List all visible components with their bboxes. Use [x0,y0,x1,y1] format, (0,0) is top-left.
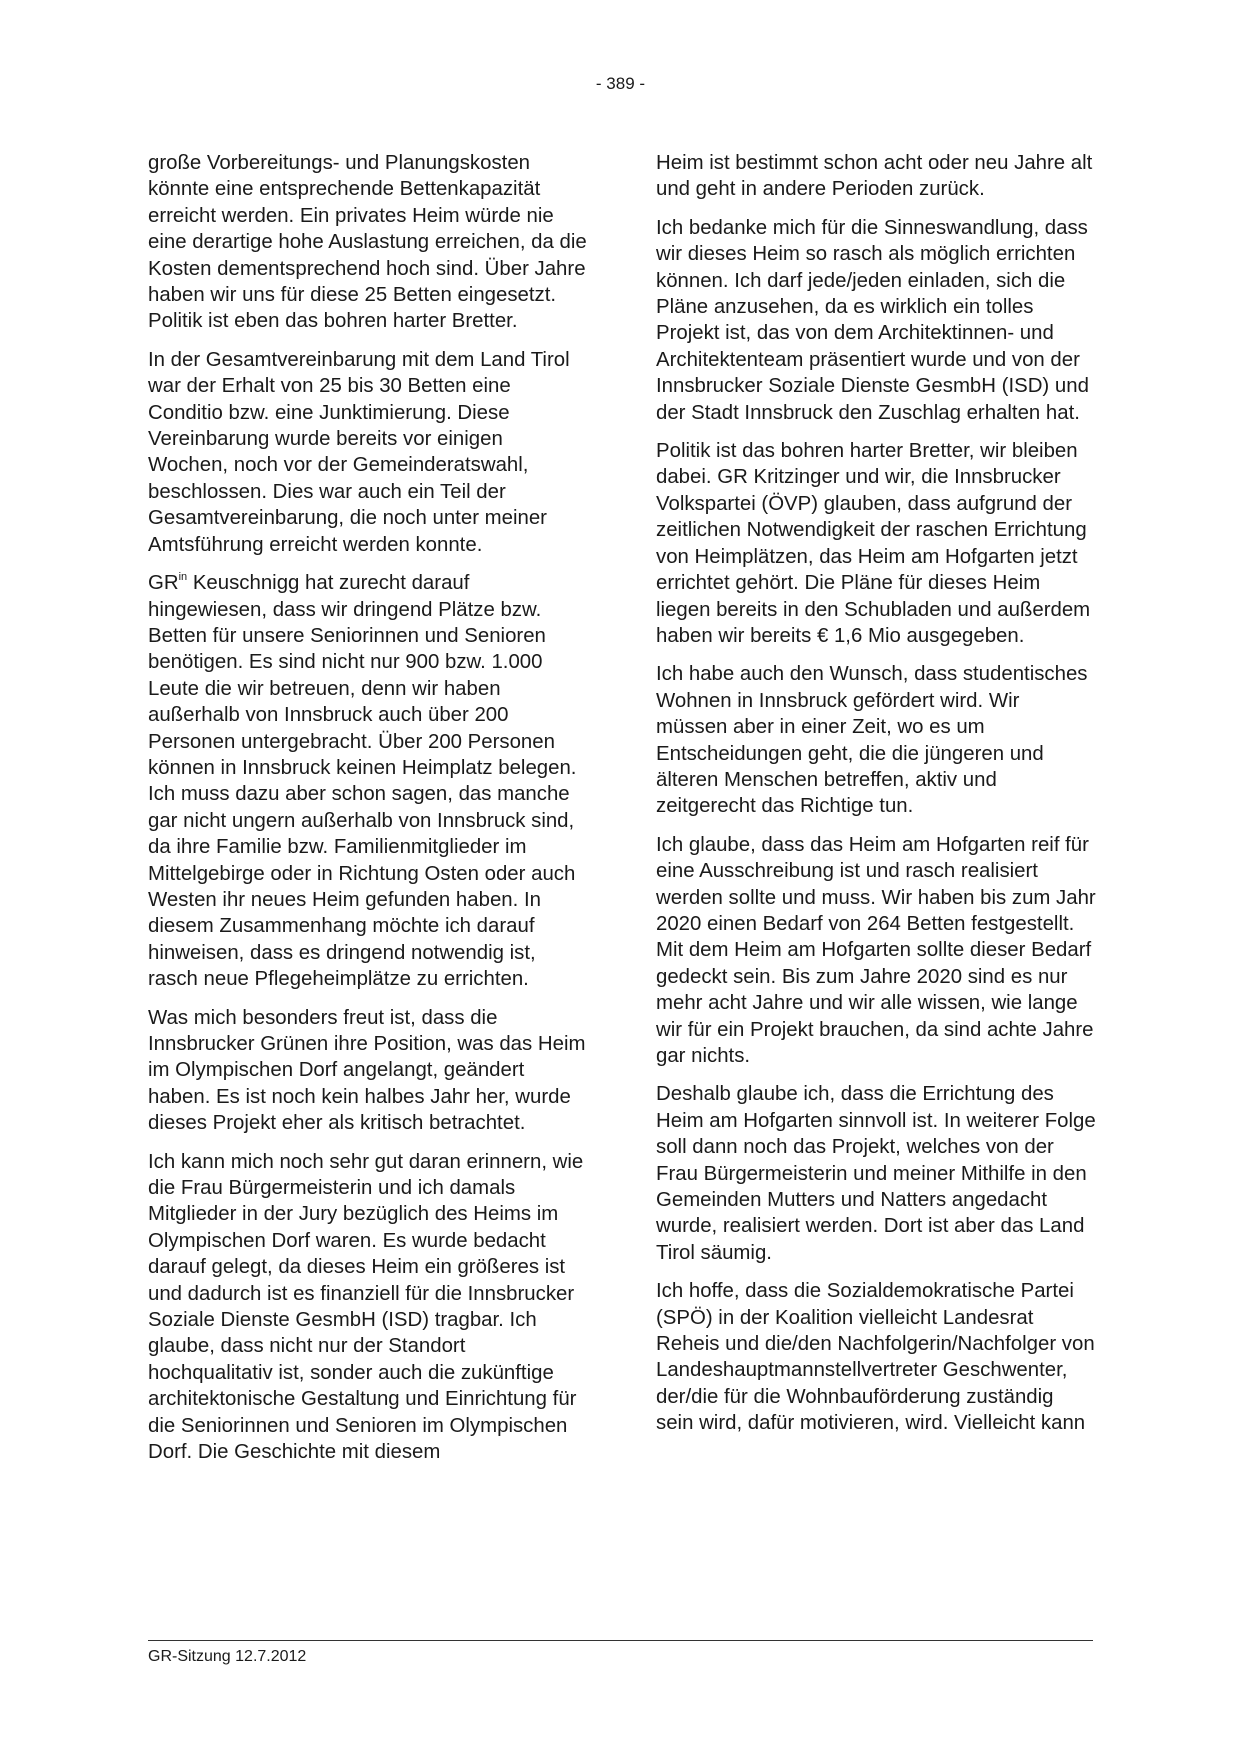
paragraph: In der Gesamtvereinbarung mit dem Land Tirol war der Erhalt von 25 bis 30 Betten eine Conditio bzw. eine Junktimierung. Diese Vereinbarung wurde bereits vor einigen Wochen, noch vor der Gemeinderatswahl, beschlossen. Dies war auch ein Teil der Gesamtvereinbarung, die noch unter meiner Amtsführung erreicht werden konnte. [148,348,570,556]
paragraph-text: Keuschnigg hat zurecht darauf hingewiesen, dass wir dringend Plätze bzw. Betten für unsere Seniorinnen und Senioren benötigen. Es sind nicht nur 900 bzw. 1.000 Leute die wir betreuen, denn wir haben außerhalb von Innsbruck auch über 200 Personen untergebracht. Über 200 Personen können in Innsbruck keinen Heimplatz belegen. Ich muss dazu aber schon sagen, das manche gar nicht ungern außerhalb von Innsbruck sind, da ihre Familie bzw. Familienmitglieder im Mittelgebirge oder in Richtung Osten oder auch Westen ihr neues Heim gefunden haben. In diesem Zusammenhang möchte ich darauf hinweisen, dass es dringend notwendig ist, rasch neue Pflegeheimplätze zu errichten. [148,572,577,991]
paragraph: Ich glaube, dass das Heim am Hofgarten reif für eine Ausschreibung ist und rasch realisiert werden sollte und muss. Wir haben bis zum Jahr 2020 einen Bedarf von 264 Betten festgestellt. Mit dem Heim am Hofgarten sollte dieser Bedarf gedeckt sein. Bis zum Jahre 2020 sind es nur mehr acht Jahre und wir alle wissen, wie lange wir für ein Projekt brauchen, da sind achte Jahre gar nichts. [656,833,1096,1067]
paragraph: Ich hoffe, dass die Sozialdemokratische Partei (SPÖ) in der Koalition vielleicht Landesrat Reheis und die/den Nachfolgerin/Nachfolger von Landeshauptmannstellvertreter Geschwenter, der/die für die Wohnbauförderung zuständig sein wird, dafür motivieren, wird. Vielleicht kann [656,1280,1095,1435]
paragraph [148,570,588,993]
paragraph: Heim ist bestimmt schon acht oder neu Jahre alt und geht in andere Perioden zurück. [656,152,1093,201]
paragraph: Ich kann mich noch sehr gut daran erinnern, wie die Frau Bürgermeisterin und ich damals Mitglieder in der Jury bezüglich des Heims im Olympischen Dorf waren. Es wurde bedacht darauf gelegt, da dieses Heim ein größeres ist und dadurch ist es finanziell für die Innsbrucker Soziale Dienste GesmbH (ISD) tragbar. Ich glaube, dass nicht nur der Standort hochqualitativ ist, sonder auch die zukünftige architektonische Gestaltung und Einrichtung für die Seniorinnen und Senioren im Olympischen Dorf. Die Geschichte mit diesem [148,1150,584,1464]
right-column [656,150,1096,1449]
left-column [148,150,588,1478]
footer-divider [148,1640,1093,1641]
paragraph: Politik ist das bohren harter Bretter, wir bleiben dabei. GR Kritzinger und wir, die Innsbrucker Volkspartei (ÖVP) glauben, dass aufgrund der zeitlichen Notwendigkeit der raschen Errichtung von Heimplätzen, das Heim am Hofgarten jetzt errichtet gehört. Die Pläne für dieses Heim liegen bereits in den Schubladen und außerdem haben wir bereits € 1,6 Mio ausgegeben. [656,440,1091,647]
paragraph: Deshalb glaube ich, dass die Errichtung des Heim am Hofgarten sinnvoll ist. In weiterer Folge soll dann noch das Projekt, welches von der Frau Bürgermeisterin und meiner Mithilfe in den Gemeinden Mutters und Natters angedacht wurde, realisiert werden. Dort ist aber das Land Tirol säumig. [656,1083,1096,1264]
paragraph: Ich bedanke mich für die Sinneswandlung, dass wir dieses Heim so rasch als möglich errichten können. Ich darf jede/jeden einladen, sich die Pläne anzusehen, da es wirklich ein tolles Projekt ist, das von dem Architektinnen- und Architektenteam präsentiert wurde und von der Innsbrucker Soziale Dienste GesmbH (ISD) und der Stadt Innsbruck den Zuschlag erhalten hat. [656,216,1089,424]
gender-superscript: in [178,571,188,584]
paragraph: große Vorbereitungs- und Planungskosten könnte eine entsprechende Bettenkapazität erreicht werden. Ein privates Heim würde nie eine derartige hohe Auslastung erreichen, da die Kosten dementsprechend hoch sind. Über Jahre haben wir uns für diese 25 Betten eingesetzt. Politik ist eben das bohren harter Bretter. [148,152,587,333]
gr-abbrev: GR [148,572,179,595]
page-number: - 389 - [595,74,646,93]
footer-session-date: GR-Sitzung 12.7.2012 [148,1648,307,1665]
paragraph: Was mich besonders freut ist, dass die Innsbrucker Grünen ihre Position, was das Heim im Olympischen Dorf angelangt, geändert haben. Es ist noch kein halbes Jahr her, wurde dieses Projekt eher als kritisch betrachtet. [148,1006,586,1135]
paragraph: Ich habe auch den Wunsch, dass studentisches Wohnen in Innsbruck gefördert wird. Wir müssen aber in einer Zeit, wo es um Entscheidungen geht, die die jüngeren und älteren Menschen betreffen, aktiv und zeitgerecht das Richtige tun. [656,663,1088,818]
